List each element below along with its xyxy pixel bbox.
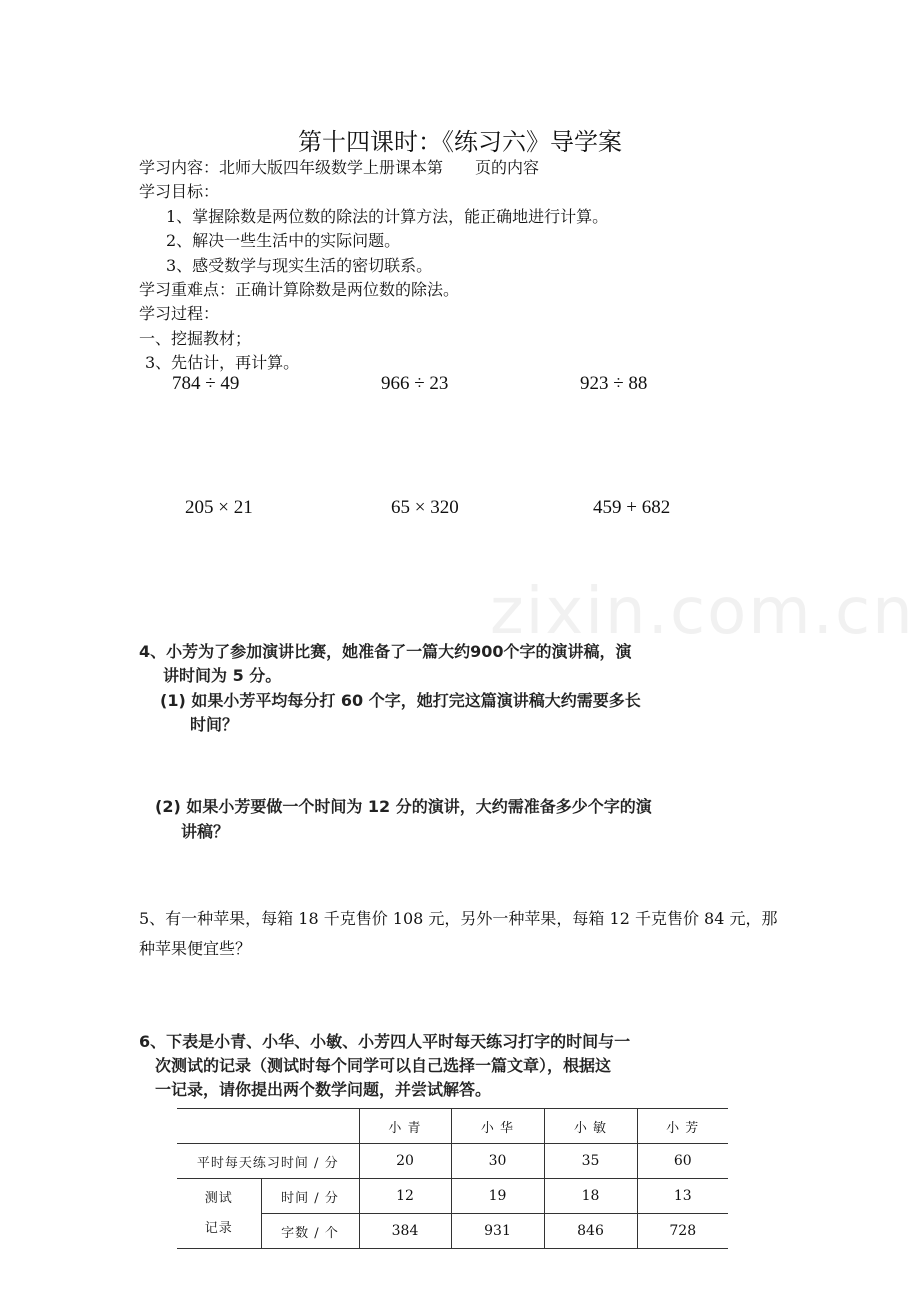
q6-line: 一记录，请你提出两个数学问题，并尝试解答。 [155, 1080, 492, 1099]
table-cell: 384 [359, 1214, 451, 1249]
calc-expression: 784 ÷ 49 [172, 373, 240, 394]
q4-line: 4、小芳为了参加演讲比赛，她准备了一篇大约900个字的演讲稿，演 [139, 642, 632, 661]
row-label: 平时每天练习时间 / 分 [177, 1144, 359, 1179]
q4-line: 讲时间为 5 分。 [163, 666, 282, 685]
calc-expression: 459 + 682 [593, 497, 671, 518]
goals-label: 学习目标： [139, 182, 220, 201]
table-row [177, 1109, 728, 1144]
process-label: 学习过程： [139, 304, 220, 323]
q4-sub2: (2) 如果小芳要做一个时间为 12 分的演讲，大约需准备多少个字的演 [155, 797, 652, 816]
row-group-label-line: 测试 [204, 1190, 233, 1206]
page-title: 第十四课时：《练习六》导学案 [298, 128, 622, 156]
table-cell: 20 [359, 1144, 451, 1179]
table-cell: 728 [637, 1214, 728, 1249]
calc-expression: 65 × 320 [391, 497, 459, 518]
q6-line: 6、下表是小青、小华、小敏、小芳四人平时每天练习打字的时间与一 [139, 1032, 631, 1051]
row-group-label [177, 1179, 261, 1249]
table-cell: 18 [544, 1179, 637, 1214]
q6-line: 次测试的记录（测试时每个同学可以自己选择一篇文章），根据这 [155, 1056, 612, 1075]
table-cell: 12 [359, 1179, 451, 1214]
row-label: 时间 / 分 [261, 1179, 359, 1214]
table-cell: 60 [637, 1144, 728, 1179]
q5-text: 5、有一种苹果，每箱 18 千克售价 108 元，另外一种苹果，每箱 12 千克售价 84 元，那种苹果便宜些？ [139, 909, 778, 958]
watermark: zixin.com.cn [490, 575, 915, 649]
key-point: 学习重难点：正确计算除数是两位数的除法。 [139, 280, 460, 299]
goal-item: 2、解决一些生活中的实际问题。 [166, 231, 401, 250]
table-header: 小 华 [451, 1109, 544, 1144]
section-heading: 一、挖掘教材； [139, 329, 252, 348]
row-label: 字数 / 个 [261, 1214, 359, 1249]
calc-expression: 205 × 21 [185, 497, 253, 518]
table-cell: 931 [451, 1214, 544, 1249]
q3-heading: 3、先估计，再计算。 [145, 353, 300, 372]
q4-sub1: 时间？ [190, 715, 239, 734]
table-header: 小 敏 [544, 1109, 637, 1144]
goal-item: 1、掌握除数是两位数的除法的计算方法，能正确地进行计算。 [166, 207, 609, 226]
table-row [177, 1179, 728, 1214]
table-cell: 19 [451, 1179, 544, 1214]
table-cell: 13 [637, 1179, 728, 1214]
calc-expression: 966 ÷ 23 [381, 373, 449, 394]
table-cell: 35 [544, 1144, 637, 1179]
q4-sub1: (1) 如果小芳平均每分打 60 个字，她打完这篇演讲稿大约需要多长 [160, 691, 641, 710]
table-corner-cell [177, 1109, 359, 1144]
table-header: 小 青 [359, 1109, 451, 1144]
table-header: 小 芳 [637, 1109, 728, 1144]
q4-sub2: 讲稿？ [181, 822, 230, 841]
table-row [177, 1144, 728, 1179]
goal-item: 3、感受数学与现实生活的密切联系。 [166, 256, 433, 275]
calc-expression: 923 ÷ 88 [580, 373, 648, 394]
content-line: 学习内容：北师大版四年级数学上册课本第 页的内容 [139, 158, 540, 177]
table-cell: 846 [544, 1214, 637, 1249]
table-cell: 30 [451, 1144, 544, 1179]
row-group-label-line: 记录 [204, 1220, 233, 1236]
typing-record-table [177, 1108, 728, 1249]
